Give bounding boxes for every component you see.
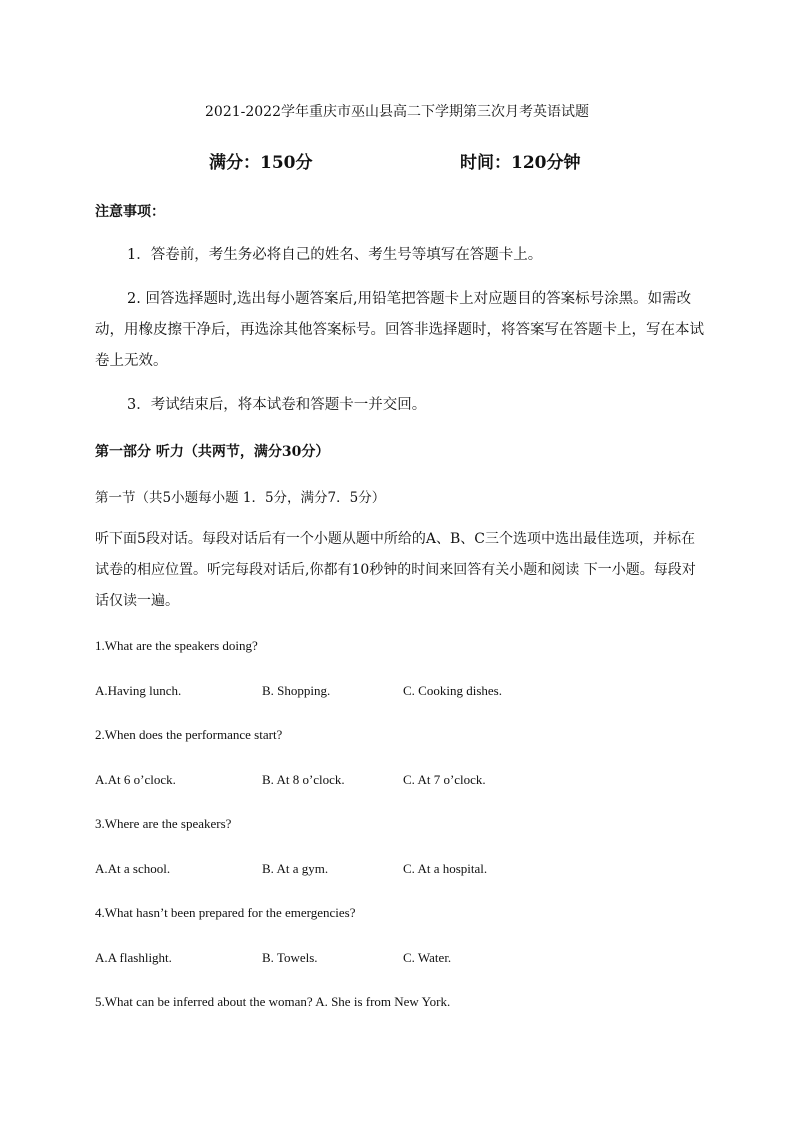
question-4: 4.What hasn’t been prepared for the emergencies? bbox=[95, 905, 356, 920]
full-score: 满分：150分 bbox=[209, 153, 313, 173]
part1-heading: 第一部分 听力（共两节，满分30分） bbox=[95, 444, 330, 460]
question-2: 2.When does the performance start? bbox=[95, 727, 283, 742]
notice-item-2: 2. 回答选择题时,选出每小题答案后,用铅笔把答题卡上对应题目的答案标号涂黑。如需改动，用橡皮擦干净后，再选涂其他答案标号。回答非选择题时，将答案写在答题卡上，写在本试卷上无效。 bbox=[95, 291, 704, 369]
question-5: 5.What can be inferred about the woman? A. She is from New York. bbox=[95, 994, 451, 1009]
question-3-option-b: B. At a gym. bbox=[262, 861, 329, 876]
listening-instructions: 听下面5段对话。每段对话后有一个小题从题中所给的A、B、C三个选项中选出最佳选项，并标在试卷的相应位置。听完每段对话后,你都有10秒钟的时间来回答有关小题和阅读 下一小题。每段对话仅读一遍。 bbox=[95, 531, 696, 609]
question-2-option-b: B. At 8 o’clock. bbox=[262, 772, 345, 787]
question-1-option-b: B. Shopping. bbox=[262, 683, 331, 698]
section1-heading: 第一节（共5小题每小题 1．5分，满分7．5分） bbox=[95, 490, 386, 506]
notice-item-3: 3．考试结束后，将本试卷和答题卡一并交回。 bbox=[127, 397, 427, 413]
question-2-option-a: A.At 6 o’clock. bbox=[95, 772, 176, 787]
question-1-option-a: A.Having lunch. bbox=[95, 683, 182, 698]
question-1: 1.What are the speakers doing? bbox=[95, 638, 258, 653]
notice-heading: 注意事项： bbox=[95, 204, 165, 220]
question-4-option-c: C. Water. bbox=[403, 950, 452, 965]
question-3: 3.Where are the speakers? bbox=[95, 816, 232, 831]
question-3-option-a: A.At a school. bbox=[95, 861, 171, 876]
question-2-option-c: C. At 7 o’clock. bbox=[403, 772, 486, 787]
question-4-option-b: B. Towels. bbox=[262, 950, 318, 965]
exam-time: 时间：120分钟 bbox=[460, 153, 581, 173]
notice-item-1: 1．答卷前，考生务必将自己的姓名、考生号等填写在答题卡上。 bbox=[127, 247, 543, 263]
question-1-option-c: C. Cooking dishes. bbox=[403, 683, 502, 698]
question-3-option-c: C. At a hospital. bbox=[403, 861, 488, 876]
exam-title: 2021-2022学年重庆市巫山县高二下学期第三次月考英语试题 bbox=[205, 104, 589, 120]
question-4-option-a: A.A flashlight. bbox=[95, 950, 172, 965]
